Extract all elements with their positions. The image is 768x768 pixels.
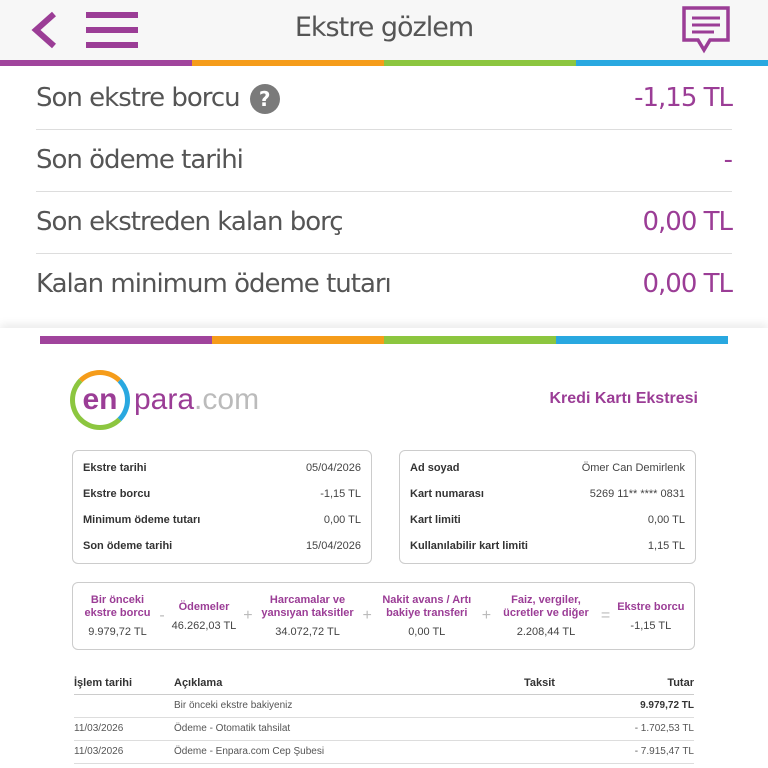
equation-term: [498, 594, 594, 638]
term-label: Nakit avans / Artı bakiye transferi: [382, 594, 472, 619]
equation-term: [172, 601, 237, 632]
cell-description: Ödeme - Otomatik tahsilat: [174, 717, 524, 740]
info-row: [83, 481, 361, 507]
info-value: 0,00 TL: [647, 514, 685, 526]
term-value: 9.979,72 TL: [88, 626, 147, 638]
col-installment: Taksit: [524, 672, 604, 694]
col-date: İşlem tarihi: [74, 672, 174, 694]
plus-operator: +: [481, 607, 492, 624]
logo-para-text: para: [134, 383, 195, 416]
term-value: 2.208,44 TL: [516, 626, 576, 638]
cell-date: [74, 694, 174, 717]
term-label: Ekstre borcu: [617, 600, 685, 613]
info-value: Ömer Can Demirlenk: [581, 462, 685, 474]
col-amount: Tutar: [604, 672, 694, 694]
term-label: Bir önceki ekstre borcu: [84, 594, 151, 619]
table-header: [74, 672, 694, 694]
card-info-box: [399, 450, 696, 564]
equation-term: [379, 594, 475, 638]
row-label: Son ekstre borcu: [36, 82, 240, 113]
document-title: Kredi Kartı Ekstresi: [549, 390, 698, 407]
cell-installment: [524, 740, 604, 763]
info-row: [83, 533, 361, 559]
info-row: [83, 455, 361, 481]
col-description: Açıklama: [174, 672, 524, 694]
plus-operator: +: [243, 607, 253, 624]
info-label: Ekstre borcu: [83, 488, 151, 500]
row-label: Kalan minimum ödeme tutarı: [36, 269, 391, 299]
term-value: 34.072,72 TL: [275, 626, 340, 638]
cell-date: 11/03/2026: [74, 717, 174, 740]
statement-document: [0, 328, 768, 768]
logo-com-text: .com: [194, 383, 260, 416]
summary-row-due-date: [36, 129, 732, 191]
info-label: Minimum ödeme tutarı: [83, 514, 201, 526]
info-label: Son ödeme tarihi: [83, 540, 173, 552]
term-value: 0,00 TL: [408, 626, 446, 638]
document-color-stripe: [40, 336, 728, 344]
info-value: 15/04/2026: [305, 540, 361, 552]
cell-installment: [524, 717, 604, 740]
cell-amount: - 1.702,53 TL: [604, 717, 694, 740]
enpara-logo: [70, 368, 259, 432]
info-label: Kullanılabilir kart limiti: [410, 540, 528, 552]
info-label: Ekstre tarihi: [83, 462, 147, 474]
info-label: Kart numarası: [410, 488, 484, 500]
message-icon[interactable]: [680, 4, 732, 54]
row-label: Son ekstreden kalan borç: [36, 207, 343, 237]
color-stripe: [0, 60, 768, 66]
plus-operator: +: [362, 607, 372, 624]
statement-info-box: [72, 450, 372, 564]
term-value: -1,15 TL: [630, 619, 672, 632]
info-row: [410, 481, 685, 507]
info-row: [410, 533, 685, 559]
row-value: 0,00 TL: [642, 269, 732, 299]
info-value: 1,15 TL: [647, 540, 685, 552]
info-row: [83, 507, 361, 533]
summary-row-remaining-minimum: [36, 253, 732, 315]
term-label: Ödemeler: [178, 600, 230, 613]
page-title: Ekstre gözlem: [294, 12, 474, 43]
info-value: 5269 11** **** 0831: [589, 488, 685, 500]
equation-term: [260, 594, 356, 638]
summary-row-remaining-debt: [36, 191, 732, 253]
term-label: Harcamalar ve yansıyan taksitler: [261, 594, 354, 619]
equation-term: [617, 601, 684, 632]
table-row: [74, 740, 694, 763]
info-row: [410, 507, 685, 533]
row-value: -: [723, 145, 732, 175]
equals-operator: =: [600, 607, 611, 624]
term-label: Faiz, vergiler, ücretler ve diğer: [503, 594, 589, 619]
cell-description: Ödeme - Enpara.com Cep Şubesi: [174, 740, 524, 763]
cell-amount: - 7.915,47 TL: [604, 740, 694, 763]
info-value: -1,15 TL: [320, 488, 361, 500]
row-value: 0,00 TL: [642, 207, 732, 237]
summary-row-last-statement-debt: [36, 67, 732, 129]
table-row: [74, 694, 694, 717]
term-value: 46.262,03 TL: [171, 619, 237, 632]
cell-description: Bir önceki ekstre bakiyeniz: [174, 694, 524, 717]
logo-en: en: [70, 370, 130, 430]
row-label: Son ödeme tarihi: [36, 145, 243, 175]
minus-operator: -: [159, 607, 165, 624]
equation-term: [82, 594, 152, 638]
balance-equation: [72, 582, 695, 650]
info-value: 0,00 TL: [323, 514, 361, 526]
table-row: [74, 717, 694, 740]
cell-amount: 9.979,72 TL: [604, 694, 694, 717]
cell-date: 11/03/2026: [74, 740, 174, 763]
row-value: -1,15 TL: [634, 83, 732, 113]
transactions-table: [74, 672, 694, 764]
cell-installment: [524, 694, 604, 717]
info-value: 05/04/2026: [305, 462, 361, 474]
logo-para: [134, 383, 259, 417]
info-row: [410, 455, 685, 481]
help-icon[interactable]: ?: [250, 84, 280, 114]
info-label: Kart limiti: [410, 514, 461, 526]
app-header: [0, 0, 768, 60]
info-label: Ad soyad: [410, 462, 460, 474]
